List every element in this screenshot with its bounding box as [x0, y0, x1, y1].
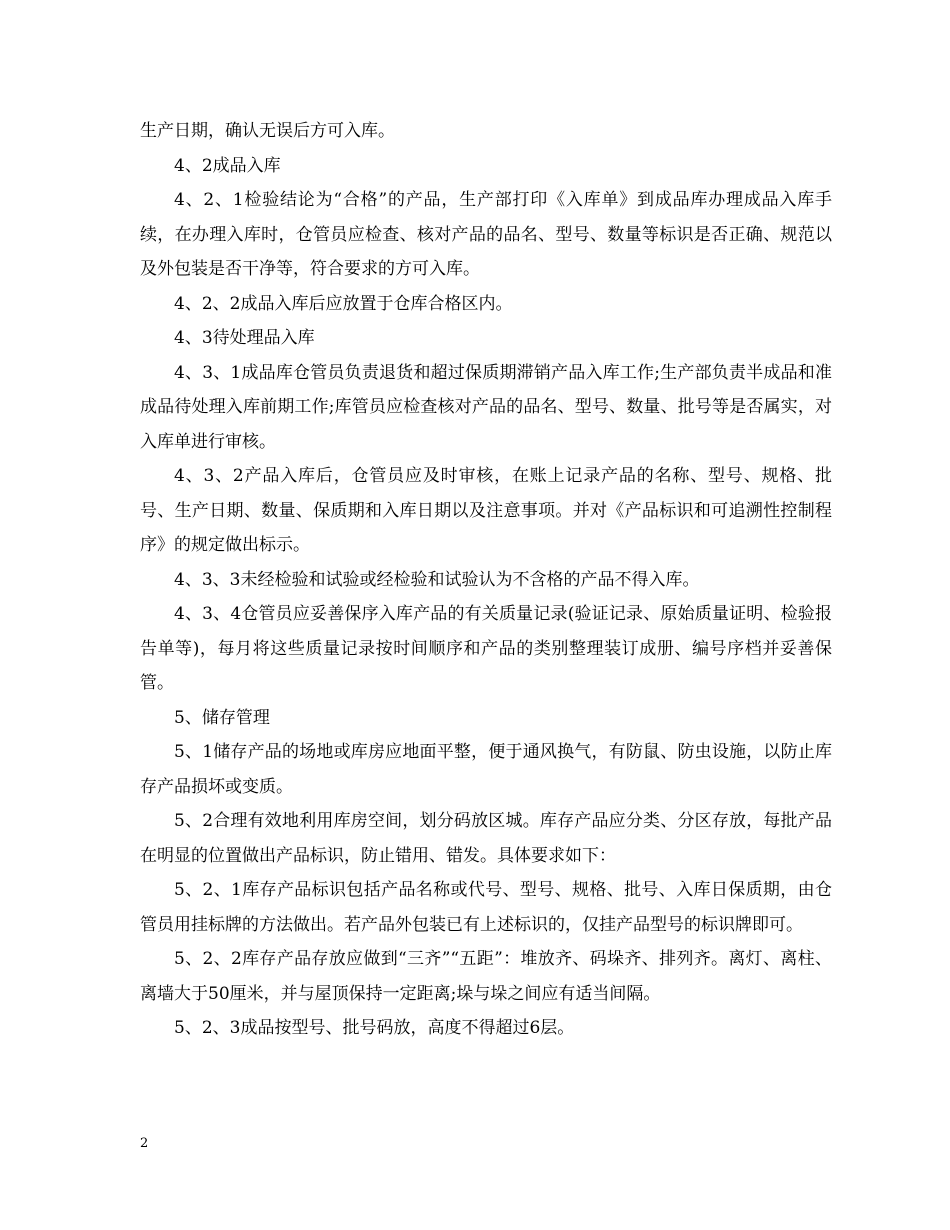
document-body — [140, 114, 832, 1046]
paragraph: 4、2、2成品入库后应放置于仓库合格区内。 — [174, 293, 513, 314]
section-heading: 4、2成品入库 — [174, 155, 281, 176]
paragraph: 5、2、2库存产品存放应做到“三齐”“五距”：堆放齐、码垛齐、排列齐。离灯、离柱、离墙大于50厘米，并与屋顶保持一定距离;垛与垛之间应有适当间隔。 — [140, 949, 832, 1004]
page-number: 2 — [140, 1136, 149, 1151]
paragraph: 4、3、4仓管员应妥善保序入库产品的有关质量记录(验证记录、原始质量证明、检验报告单等)，每月将这些质量记录按时间顺序和产品的类别整理装订成册、编号序档并妥善保管。 — [140, 604, 832, 693]
paragraph: 4、3、3未经检验和试验或经检验和试验认为不含格的产品不得入库。 — [174, 569, 700, 590]
paragraph: 4、3、2产品入库后，仓管员应及时审核，在账上记录产品的名称、型号、规格、批号、生产日期、数量、保质期和入库日期以及注意事项。并对《产品标识和可追溯性控制程序》的规定做出标示。 — [140, 466, 832, 555]
paragraph: 5、2、3成品按型号、批号码放，高度不得超过6层。 — [174, 1018, 575, 1038]
paragraph: 5、1储存产品的场地或库房应地面平整，便于通风换气，有防鼠、防虫设施，以防止库存产品损坏或变质。 — [140, 742, 832, 797]
section-heading: 4、3待处理品入库 — [174, 328, 315, 348]
paragraph: 5、2、1库存产品标识包括产品名称或代号、型号、规格、批号、入库日保质期，由仓管员用挂标牌的方法做出。若产品外包装已有上述标识的，仅挂产品型号的标识牌即可。 — [140, 880, 832, 935]
paragraph: 4、2、1检验结论为“合格”的产品，生产部打印《入库单》到成品库办理成品入库手续，在办理入库时，仓管员应检查、核对产品的品名、型号、数量等标识是否正确、规范以及外包装是否干净等，符合要求的方可入库。 — [140, 190, 832, 279]
paragraph: 4、3、1成品库仓管员负责退货和超过保质期滞销产品入库工作;生产部负责半成品和准成品待处理入库前期工作;库管员应检查核对产品的品名、型号、数量、批号等是否属实，对入库单进行审核。 — [140, 362, 832, 452]
paragraph: 生产日期，确认无误后方可入库。 — [140, 121, 395, 141]
section-heading: 5、储存管理 — [174, 707, 270, 728]
paragraph: 5、2合理有效地利用库房空间，划分码放区城。库存产品应分类、分区存放，每批产品在明显的位置做出产品标识，防止错用、错发。具体要求如下： — [140, 811, 832, 866]
